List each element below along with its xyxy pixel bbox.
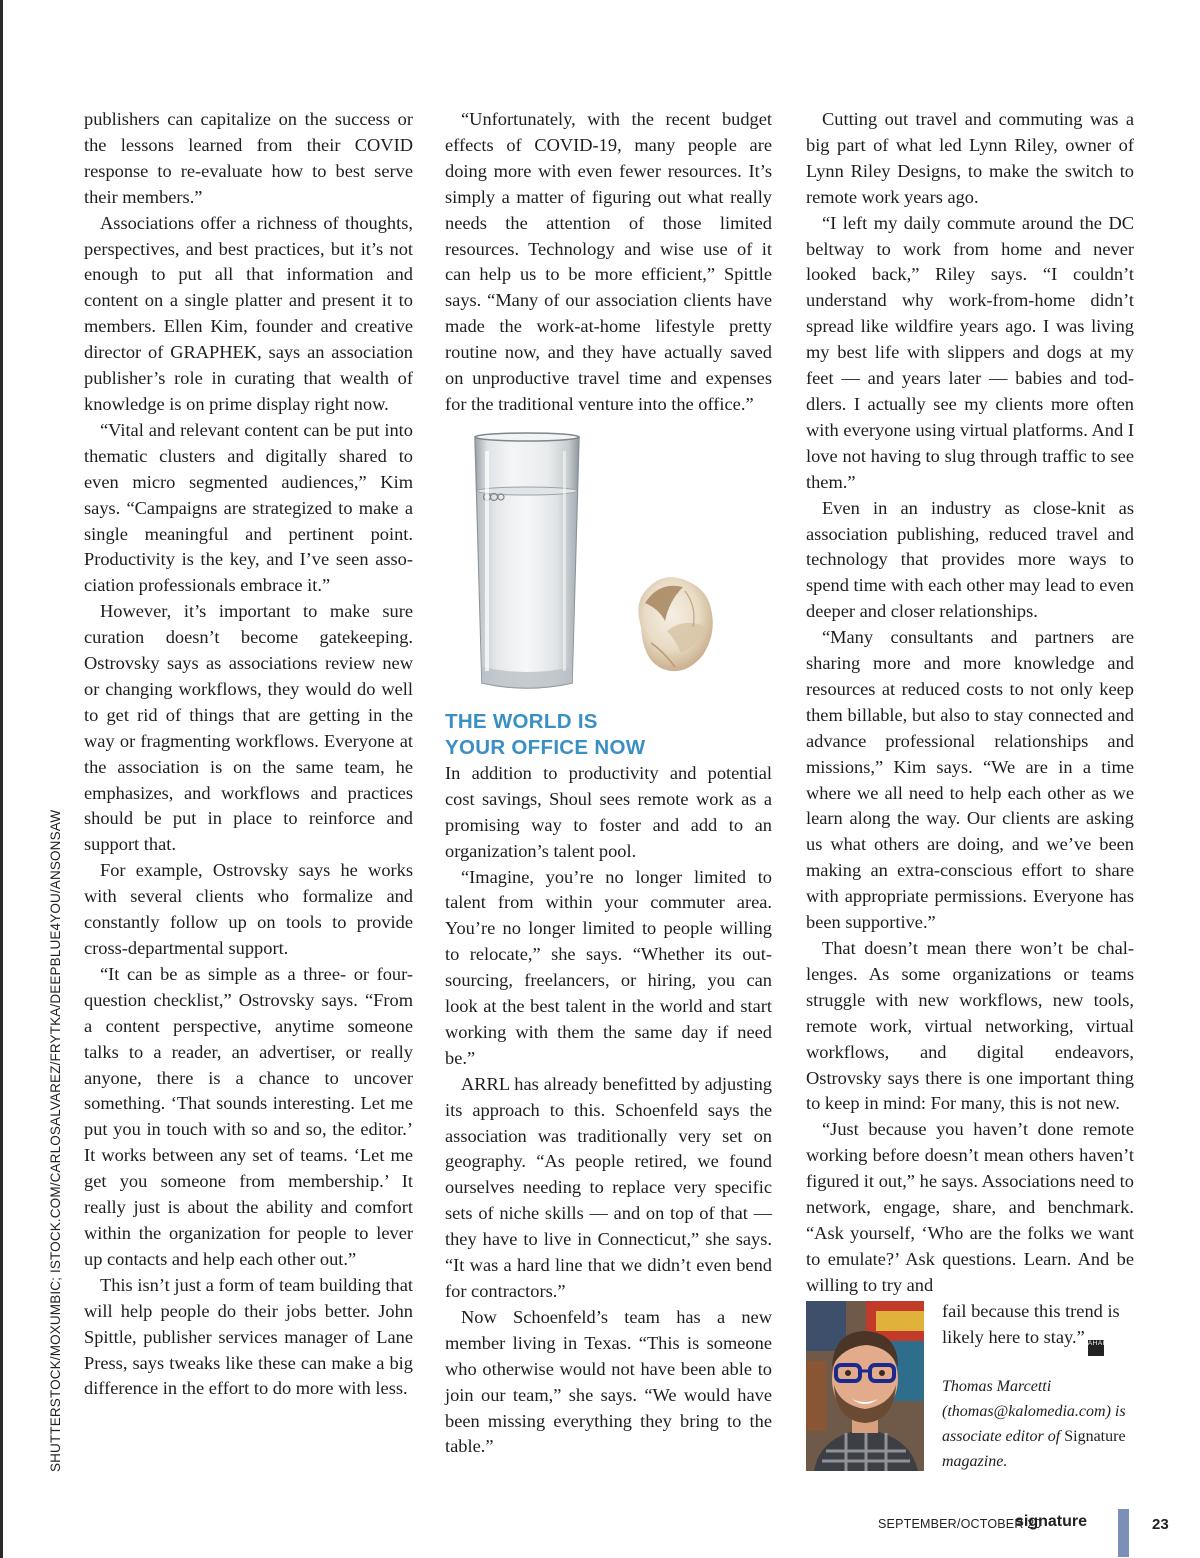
column-1 — [84, 107, 413, 1402]
paragraph: Cutting out travel and commuting was a big part of what led Lynn Riley, owner of Lynn Riley Designs, to make the switch to remote work years ago. — [806, 109, 1134, 207]
paragraph: That doesn’t mean there won’t be challenges. As some organizations or teams struggle with new workflows, new tools, remote work, virtual networking, virtual workflows, and digital endeavors, Ostrovsky says there is one important thing to keep in mind: For many, this is not new. — [806, 938, 1134, 1114]
paragraph: However, it’s important to make sure curation doesn’t become gatekeeping. Ostrovsky says as associations review new or changing workflows, they would do well to get rid of things that are getting in the way or fragmenting workflows. Everyone at the association is on the same team, he emphasizes, and workflows and practices should be put in place to reinforce and support that. — [84, 601, 413, 855]
paragraph: “I left my daily commute around the DC beltway to work from home and never looked back,” Riley says. “I couldn’t understand why work-from-home didn’t spread like wildfire years ago. I was living my best life with slippers and dogs at my feet — and years later — babies and toddlers. I actually see my clients more often with everyone using virtual platforms. And I love not having to slug through traffic to see them.” — [806, 212, 1134, 492]
paragraph: “Many consultants and partners are sharing more and more knowledge and resources at reduced costs to not only keep them billable, but also to stay connected and advance professional relationships and missions,” Kim says. “We are in a time where we all need to help each other as we learn along the way. Our clients are asking us what others are doing, and we’ve been making an extra-conscious effort to share with appropriate permissions. Everyone has been supportive.” — [806, 627, 1134, 933]
closing-text: fail because this trend is likely here to stay.” — [942, 1300, 1120, 1347]
page-footer — [870, 1515, 1170, 1545]
footer-color-bar — [1118, 1509, 1129, 1557]
paragraph: This isn’t just a form of team building that will help people do their jobs better. John Spittle, publisher services manager of Lane Press, says tweaks like these can make a big difference in the effort to do more with less. — [84, 1274, 413, 1399]
page-number: 23 — [1152, 1516, 1169, 1533]
paragraph: Now Schoenfeld’s team has a new member living in Texas. “This is someone who otherwise would not have been able to join our team,” she says. “We would have been missing everything they bring to the table.” — [445, 1306, 772, 1457]
author-bio-end: magazine. — [942, 1452, 1008, 1470]
paragraph: In addition to productivity and potential cost savings, Shoul sees remote work as a promising way to foster and add to an organization’s talent pool. — [445, 762, 772, 861]
author-portrait-photo — [806, 1301, 924, 1471]
closing-paragraph — [942, 1299, 1134, 1356]
page-spine-edge — [0, 0, 3, 1558]
photo-credit: SHUTTERSTOCK/MOXUMBIC; ISTOCK.COM/CARLOSALVAREZ/FRYTKA/DEEPBLUE4YOU/ANSONSAW — [48, 809, 63, 1472]
paragraph: Even in an industry as close-knit as association publishing, reduced travel and technology that provides more ways to spend time with each other may lead to even deeper and closer relationships. — [806, 497, 1134, 622]
illustration-glass-and-paper — [445, 431, 772, 699]
paragraph: For example, Ostrovsky says he works with several clients who formalize and constantly follow up on tools to provide cross-departmental support. — [84, 860, 413, 958]
paragraph: ARRL has already benefitted by adjusting its approach to this. Schoenfeld says the association was traditionally very set on geography. “As people retired, we found ourselves needing to replace very specific sets of niche skills — and on top of that — they have to live in Connecticut,” she says. “It was a hard line that we didn’t even bend for contractors.” — [445, 1073, 772, 1301]
author-bio-text: Thomas Marcetti (thomas@kalomedia.com) is associate editor of — [942, 1377, 1126, 1445]
paragraph: Associations offer a richness of thoughts, perspectives, and best practices, but it’s not enough to put all that information and content on a single platter and present it to members. Ellen Kim, founder and creative director of GRAPHEK, says an association publisher’s role in curating that wealth of knowledge is on prime display right now. — [84, 212, 413, 414]
author-block — [806, 1299, 1134, 1471]
section-heading-line-1: THE WORLD IS — [445, 709, 598, 733]
paragraph: publishers can capitalize on the success or the lessons learned from their COVID response to re-evaluate how to best serve their members.” — [84, 109, 413, 207]
section-heading-line-2: YOUR OFFICE NOW — [445, 735, 646, 759]
paragraph: “Vital and relevant content can be put into thematic clusters and digitally shared to even micro segmented audiences,” Kim says. “Campaigns are strategized to make a single meaningful and pertinent point. Productivity is the key, and I’ve seen association professionals embrace it.” — [84, 419, 413, 596]
column-3 — [806, 107, 1134, 1471]
column-2 — [445, 107, 772, 1460]
section-heading — [445, 709, 772, 761]
paragraph: “Just because you haven’t done remote working before doesn’t mean others haven’t figured it out,” he says. Associations need to network, engage, share, and benchmark. “Ask yourself, ‘Who are the folks we want to emulate?’ Ask questions. Learn. And be willing to try and — [806, 1119, 1134, 1295]
author-bio — [942, 1374, 1134, 1474]
magazine-logo: signature — [1015, 1513, 1088, 1530]
end-mark-icon: AHAP — [1088, 1340, 1104, 1356]
author-text — [942, 1299, 1134, 1474]
water-glass-photo — [445, 431, 772, 699]
magazine-name: Signature — [1064, 1427, 1126, 1445]
paragraph: “Unfortunately, with the recent budget effects of COVID-19, many people are doing more with even fewer resources. It’s simply a matter of figuring out what really needs the attention of those limited resources. Technology and wise use of it can help us to be more efficient,” Spittle says. “Many of our association clients have made the work-at-home lifestyle pretty routine now, and they have actually saved on unproductive travel time and expenses for the traditional venture into the office.” — [445, 109, 772, 414]
paragraph: “It can be as simple as a three- or four-question checklist,” Ostrovsky says. “From a content perspective, anytime someone talks to a reader, an advertiser, or really anyone, there is a chance to uncover something. ‘That sounds interesting. Let me put you in touch with so and so, the editor.’ It works between any set of teams. ‘Let me get you someone from membership.’ It really just is about the ability and comfort within the organization for people to lever up contacts and help each other out.” — [84, 963, 413, 1269]
issue-date: SEPTEMBER/OCTOBER 20 — [878, 1517, 1042, 1531]
paragraph: “Imagine, you’re no longer limited to talent from within your commuter area. You’re no longer limited to people willing to relocate,” she says. “Whether its outsourcing, freelancers, or hiring, you can look at the best talent in the world and start working with them the same day if need be.” — [445, 866, 772, 1068]
